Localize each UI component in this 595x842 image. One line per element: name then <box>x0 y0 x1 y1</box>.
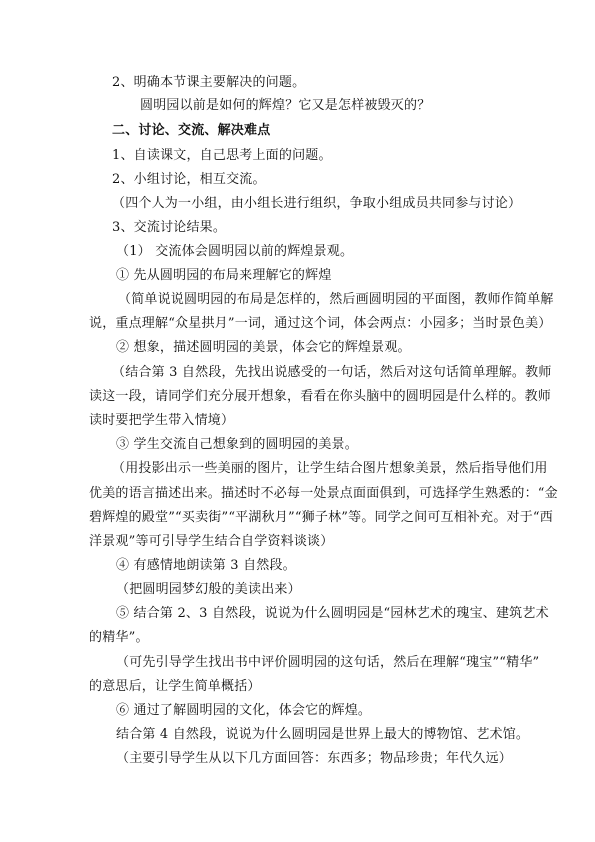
text-line: 读这一段，请同学们充分展开想象，看看在你头脑中的圆明园是什么样的。教师 <box>89 389 552 404</box>
text-line: ④ 有感情地朗读第 3 自然段。 <box>116 558 296 573</box>
text-line: （可先引导学生找出书中评价圆明园的这句话，然后在理解“瑰宝”“精华” <box>116 655 540 670</box>
text-line: ⑤ 结合第 2、3 自然段，说说为什么圆明园是“园林艺术的瑰宝、建筑艺术 <box>116 606 549 621</box>
text-line: （四个人为一小组，由小组长进行组织，争取小组成员共同参与讨论） <box>112 196 522 211</box>
text-line: （1） 交流体会圆明园以前的辉煌景观。 <box>116 244 354 259</box>
text-line: （结合第 3 自然段，先找出说感受的一句话，然后对这句话简单理解。教师 <box>112 365 552 380</box>
text-line: 2、明确本节课主要解决的问题。 <box>112 75 306 90</box>
text-line: 的精华”。 <box>89 630 149 645</box>
text-line: 优美的语言描述出来。描述时不必每一处景点面面俱到，可选择学生熟悉的：“金 <box>89 486 558 501</box>
text-line: ③ 学生交流自己想象到的圆明园的美景。 <box>116 437 358 452</box>
text-line: 洋景观”等可引导学生结合自学资料谈谈） <box>89 534 334 549</box>
text-line: （主要引导学生从以下几方面回答：东西多；物品珍贵；年代久远） <box>116 751 513 766</box>
text-line: （用投影出示一些美丽的图片，让学生结合图片想象美景，然后指导他们用 <box>112 461 548 476</box>
text-line: ② 想象，描述圆明园的美景，体会它的辉煌景观。 <box>116 340 411 355</box>
text-line: 说，重点理解“众星拱月”一词，通过这个词，体会两点：小园多；当时景色美） <box>89 316 552 331</box>
text-line: 圆明园以前是如何的辉煌？它又是怎样被毁灭的？ <box>140 98 431 113</box>
text-line: 碧辉煌的殿堂”“买卖街”“平湖秋月”“狮子林”等。同学之间可互相补充。对于“西 <box>89 510 553 525</box>
text-line: 2、小组讨论，相互交流。 <box>112 172 266 187</box>
text-line: 的意思后，让学生简单概括） <box>89 679 261 694</box>
text-line: 3、交流讨论结果。 <box>112 220 227 235</box>
text-line: 1、自读课文，自己思考上面的问题。 <box>112 148 332 163</box>
text-line: （把圆明园梦幻般的美读出来） <box>116 582 301 597</box>
text-line: 读时要把学生带入情境） <box>89 413 235 428</box>
text-line: ⑥ 通过了解圆明园的文化，体会它的辉煌。 <box>116 703 372 718</box>
text-line: ① 先从圆明园的布局来理解它的辉煌 <box>116 268 332 283</box>
text-line: （简单说说圆明园的布局是怎样的，然后画圆明园的平面图，教师作简单解 <box>118 292 554 307</box>
text-line: 结合第 4 自然段，说说为什么圆明园是世界上最大的博物馆、艺术馆。 <box>116 727 530 742</box>
section-heading: 二、讨论、交流、解决难点 <box>112 123 271 138</box>
